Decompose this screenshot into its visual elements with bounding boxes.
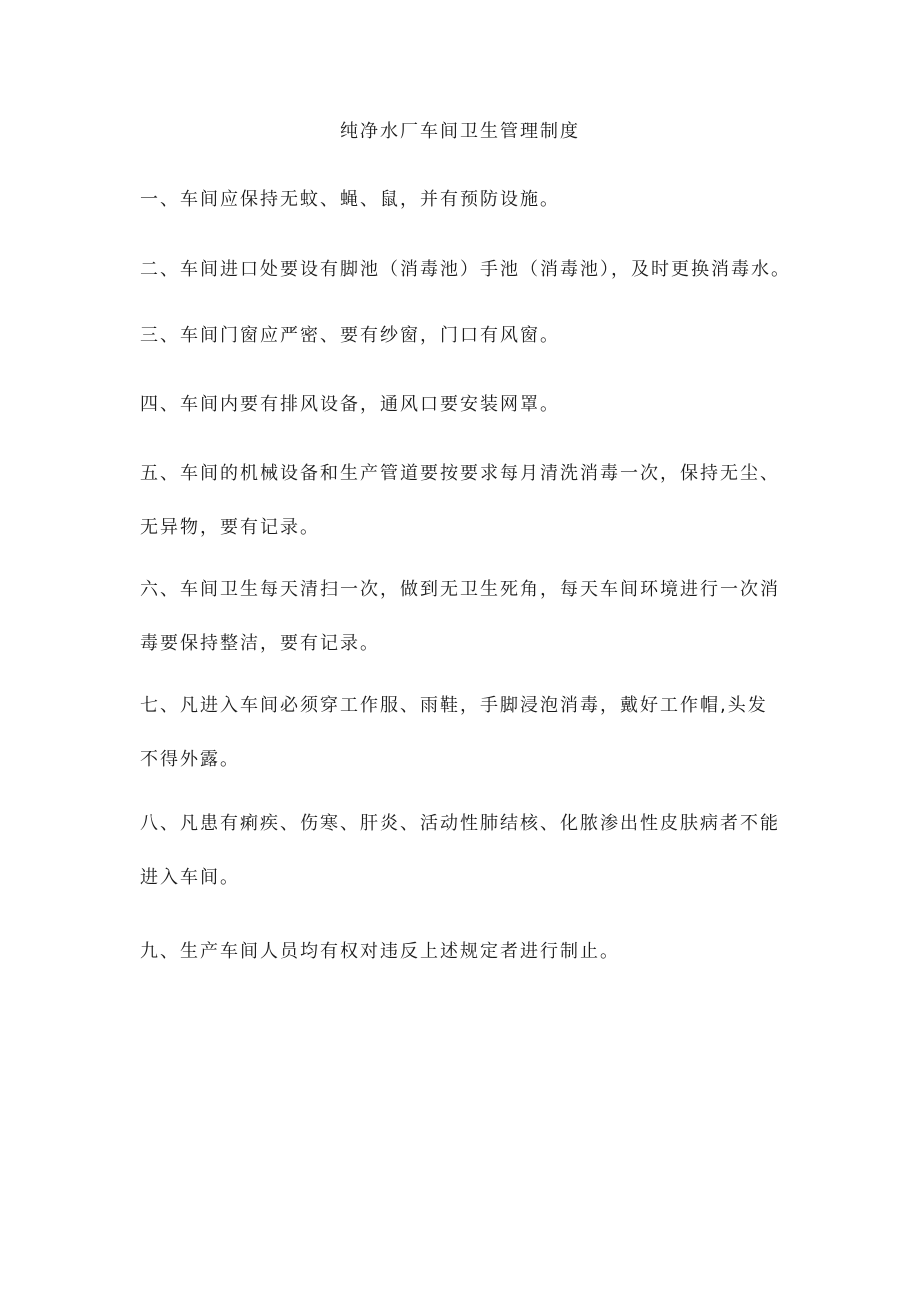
rule-9 <box>140 925 820 979</box>
rule-3-line-1: 三、车间门窗应严密、要有纱窗，门口有风窗。 <box>140 325 560 346</box>
document-title: 纯净水厂车间卫生管理制度 <box>340 121 580 142</box>
rule-1-line-1: 一、车间应保持无蚊、蝇、鼠，并有预防设施。 <box>140 189 560 210</box>
rule-4-line-1: 四、车间内要有排风设备，通风口要安装网罩。 <box>140 394 560 415</box>
rule-6 <box>140 563 820 671</box>
rule-4 <box>140 378 820 432</box>
rule-5-line-1: 五、车间的机械设备和生产管道要按要求每月清洗消毒一次，保持无尘、 <box>140 463 780 484</box>
rule-7-line-1: 七、凡进入车间必须穿工作服、雨鞋，手脚浸泡消毒，戴好工作帽,头发 <box>140 695 768 716</box>
rule-1 <box>140 173 820 227</box>
rule-8 <box>140 797 820 905</box>
rule-6-line-1: 六、车间卫生每天清扫一次，做到无卫生死角，每天车间环境进行一次消 <box>140 579 780 600</box>
rule-7 <box>140 679 820 787</box>
rule-8-line-1: 八、凡患有痢疾、伤寒、肝炎、活动性肺结核、化脓渗出性皮肤病者不能 <box>140 813 780 834</box>
rule-2-line-1: 二、车间进口处要设有脚池（消毒池）手池（消毒池），及时更换消毒水。 <box>140 259 791 280</box>
rule-6-line-2: 毒要保持整洁，要有记录。 <box>140 633 380 654</box>
rule-9-line-1: 九、生产车间人员均有权对违反上述规定者进行制止。 <box>140 941 620 962</box>
rule-2 <box>140 243 820 297</box>
rule-8-line-2: 进入车间。 <box>140 867 240 888</box>
rule-5-line-2: 无异物，要有记录。 <box>140 517 320 538</box>
rule-7-line-2: 不得外露。 <box>140 749 240 770</box>
rule-5 <box>140 447 820 555</box>
rule-3 <box>140 309 820 363</box>
